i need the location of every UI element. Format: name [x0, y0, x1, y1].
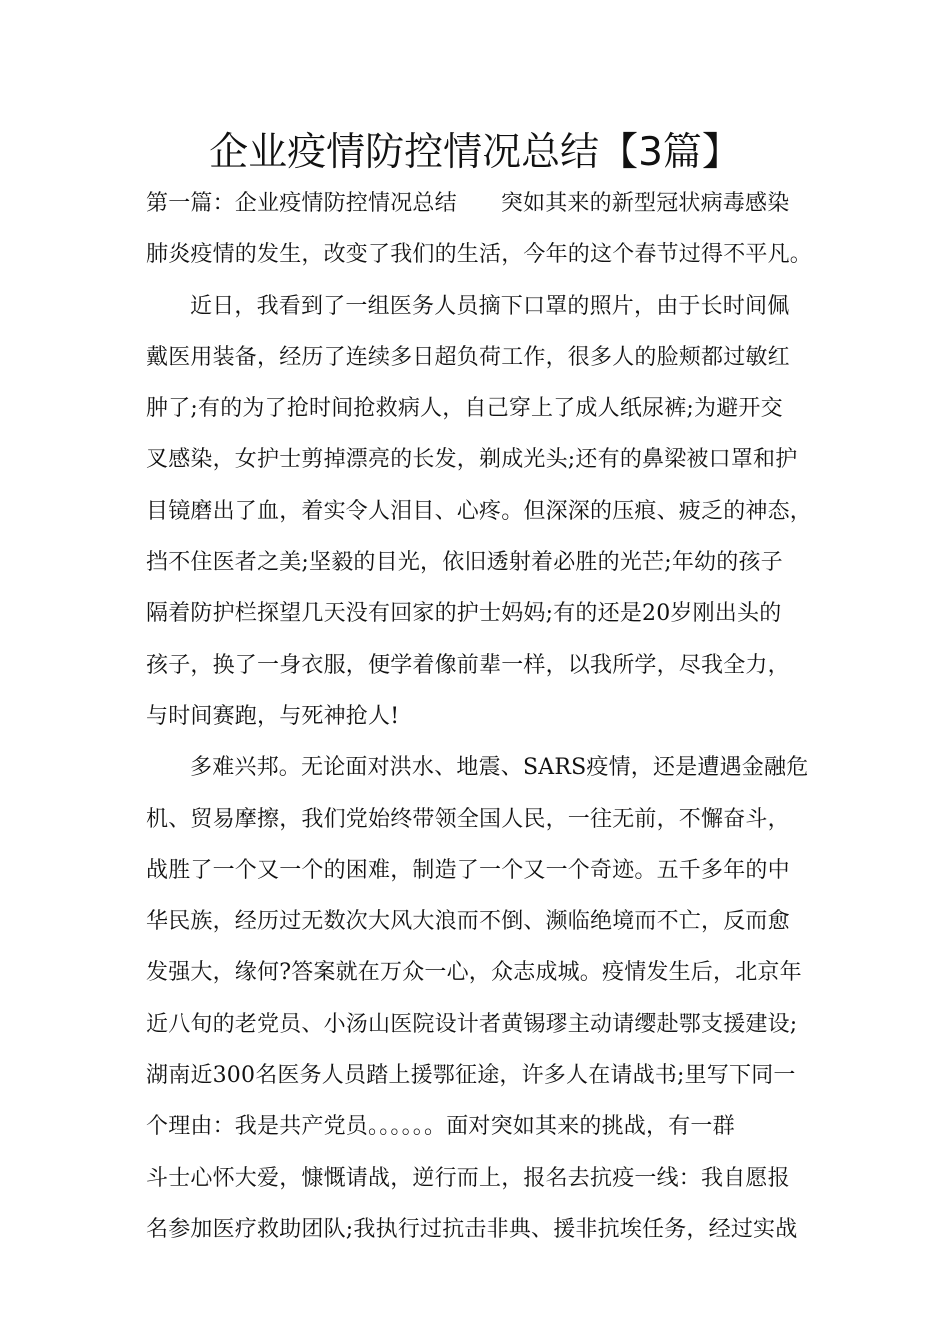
text-line: 孩子，换了一身衣服，便学着像前辈一样，以我所学，尽我全力，: [146, 652, 790, 678]
text-line: 名参加医疗救助团队;我执行过抗击非典、援非抗埃任务，经过实战: [146, 1216, 798, 1242]
text-line: 肺炎疫情的发生，改变了我们的生活，今年的这个春节过得不平凡。: [146, 242, 813, 268]
text-line: 个理由：我是共产党员。。。。。。面对突如其来的挑战，有一群: [146, 1114, 735, 1140]
text-line: 斗士心怀大爱，慷慨请战，逆行而上，报名去抗疫一线：我自愿报: [146, 1165, 790, 1191]
text-line: 肿了;有的为了抢时间抢救病人，自己穿上了成人纸尿裤;为避开交: [146, 396, 783, 422]
section-heading: 第一篇：企业疫情防控情况总结: [146, 191, 457, 216]
text-line: 机、贸易摩擦，我们党始终带领全国人民，一往无前，不懈奋斗，: [146, 806, 790, 832]
text-line: 湖南近300名医务人员踏上援鄂征途，许多人在请战书;里写下同一: [146, 1063, 796, 1089]
text-line: 多难兴邦。无论面对洪水、地震、SARS疫情，还是遭遇金融危: [190, 755, 809, 781]
text-line: 与时间赛跑，与死神抢人!: [146, 703, 400, 729]
text-line: 戴医用装备，经历了连续多日超负荷工作，很多人的脸颊都过敏红: [146, 344, 790, 370]
text-line: 近八旬的老党员、小汤山医院设计者黄锡璆主动请缨赴鄂支援建设;: [146, 1011, 798, 1037]
document-title: 企业疫情防控情况总结【3篇】: [209, 130, 741, 175]
text-line: 战胜了一个又一个的困难，制造了一个又一个奇迹。五千多年的中: [146, 857, 790, 883]
text-line: 挡不住医者之美;坚毅的目光，依旧透射着必胜的光芒;年幼的孩子: [146, 550, 783, 576]
text-line: [146, 178, 836, 229]
document-body: [146, 178, 836, 1255]
text-line: 发强大，缘何?答案就在万众一心，众志成城。疫情发生后，北京年: [146, 960, 802, 986]
text-line: 目镜磨出了血，着实令人泪目、心疼。但深深的压痕、疲乏的神态，: [146, 498, 813, 524]
text-span: 突如其来的新型冠状病毒感染: [500, 191, 790, 216]
text-line: 隔着防护栏探望几天没有回家的护士妈妈;有的还是20岁刚出头的: [146, 601, 782, 627]
text-line: 近日，我看到了一组医务人员摘下口罩的照片，由于长时间佩: [190, 293, 790, 319]
text-line: 华民族，经历过无数次大风大浪而不倒、濒临绝境而不亡，反而愈: [146, 909, 790, 935]
text-line: 叉感染，女护士剪掉漂亮的长发，剃成光头;还有的鼻梁被口罩和护: [146, 447, 798, 473]
